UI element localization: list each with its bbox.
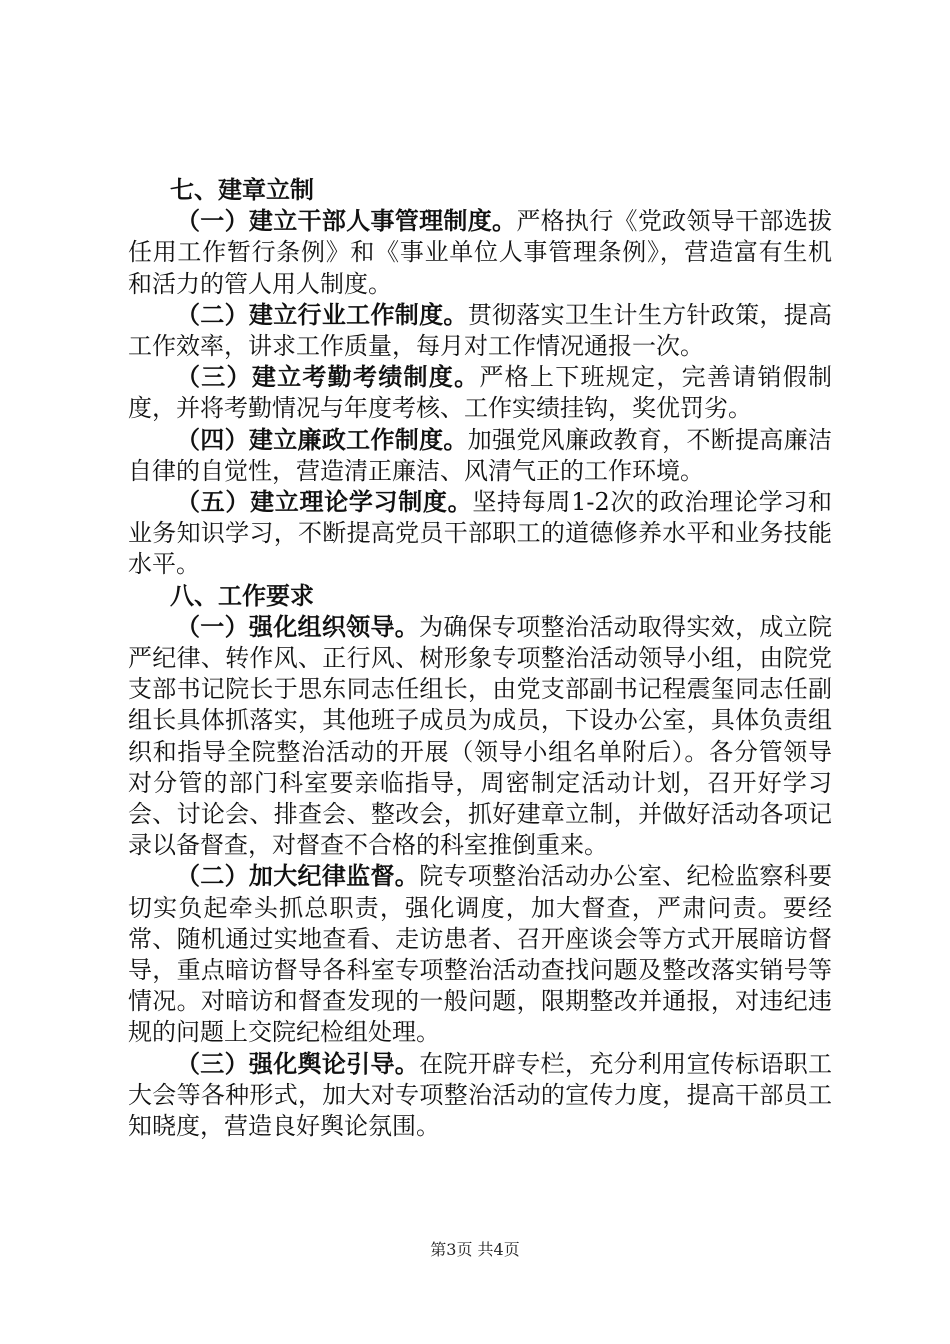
section-heading-7: 七、建章立制 — [170, 176, 314, 204]
paragraph-7-5 — [128, 487, 832, 581]
paragraph-lead: （四）建立廉政工作制度。 — [176, 425, 468, 454]
paragraph-text: 院专项整治活动办公室、纪检监察科要切实负起牵头抓总职责，强化调度，加大督查，严肃问责。要经常、随机通过实地查看、走访患者、召开座谈会等方式开展暗访督导，重点暗访督导各科室专项整治活动查找问题及整改落实销号等情况。对暗访和督查发现的一般问题，限期整改并通报，对违纪违规的问题上交院纪检组处理。 — [128, 862, 833, 1047]
paragraph-7-3 — [128, 362, 832, 424]
paragraph-8-1 — [128, 612, 832, 862]
paragraph-lead: （三）建立考勤考绩制度。 — [176, 363, 480, 392]
paragraph-lead: （五）建立理论学习制度。 — [176, 488, 473, 517]
page-number-label: 第3页 共4页 — [430, 1240, 520, 1259]
section-heading-8: 八、工作要求 — [170, 581, 314, 610]
paragraph-lead: （二）加大纪律监督。 — [176, 862, 420, 891]
document-body — [128, 175, 832, 1142]
paragraph-8-3 — [128, 1049, 832, 1143]
paragraph-8-2 — [128, 861, 832, 1048]
paragraph-7-1 — [128, 206, 832, 300]
paragraph-text: 贯彻落实卫生计生方针政策，提高工作效率，讲求工作质量，每月对工作情况通报一次。 — [128, 300, 833, 361]
paragraph-7-2 — [128, 300, 832, 362]
paragraph-text: 为确保专项整治活动取得实效，成立院严纪律、转作风、正行风、树形象专项整治活动领导小组，由院党支部书记院长于思东同志任组长，由党支部副书记程震玺同志任副组长具体抓落实，其他班子成员为成员，下设办公室，具体负责组织和指导全院整治活动的开展（领导小组名单附后）。各分管领导对分管的部门科室要亲临指导，周密制定活动计划，召开好学习会、讨论会、排查会、整改会，抓好建章立制，并做好活动各项记录以备督查，对督查不合格的科室推倒重来。 — [128, 612, 833, 860]
page-footer — [0, 1240, 950, 1260]
paragraph-7-4 — [128, 425, 832, 487]
paragraph-lead: （一）建立干部人事管理制度。 — [176, 207, 517, 236]
paragraph-text: 坚持每周1-2次的政治理论学习和业务知识学习，不断提高党员干部职工的道德修养水平和业务技能水平。 — [128, 488, 832, 579]
paragraph-text: 严格上下班规定，完善请销假制度，并将考勤情况与年度考核、工作实绩挂钩，奖优罚劣。 — [128, 363, 832, 423]
paragraph-text: 严格执行《党政领导干部选拔任用工作暂行条例》和《事业单位人事管理条例》，营造富有生机和活力的管人用人制度。 — [128, 207, 833, 298]
paragraph-text: 在院开辟专栏，充分利用宣传标语职工大会等各种形式，加大对专项整治活动的宣传力度，提高干部员工知晓度，营造良好舆论氛围。 — [128, 1049, 833, 1141]
paragraph-lead: （三）强化舆论引导。 — [176, 1049, 420, 1078]
paragraph-text: 加强党风廉政教育，不断提高廉洁自律的自觉性，营造清正廉洁、风清气正的工作环境。 — [128, 425, 833, 485]
paragraph-lead: （一）强化组织领导。 — [176, 612, 420, 641]
paragraph-lead: （二）建立行业工作制度。 — [176, 300, 468, 329]
